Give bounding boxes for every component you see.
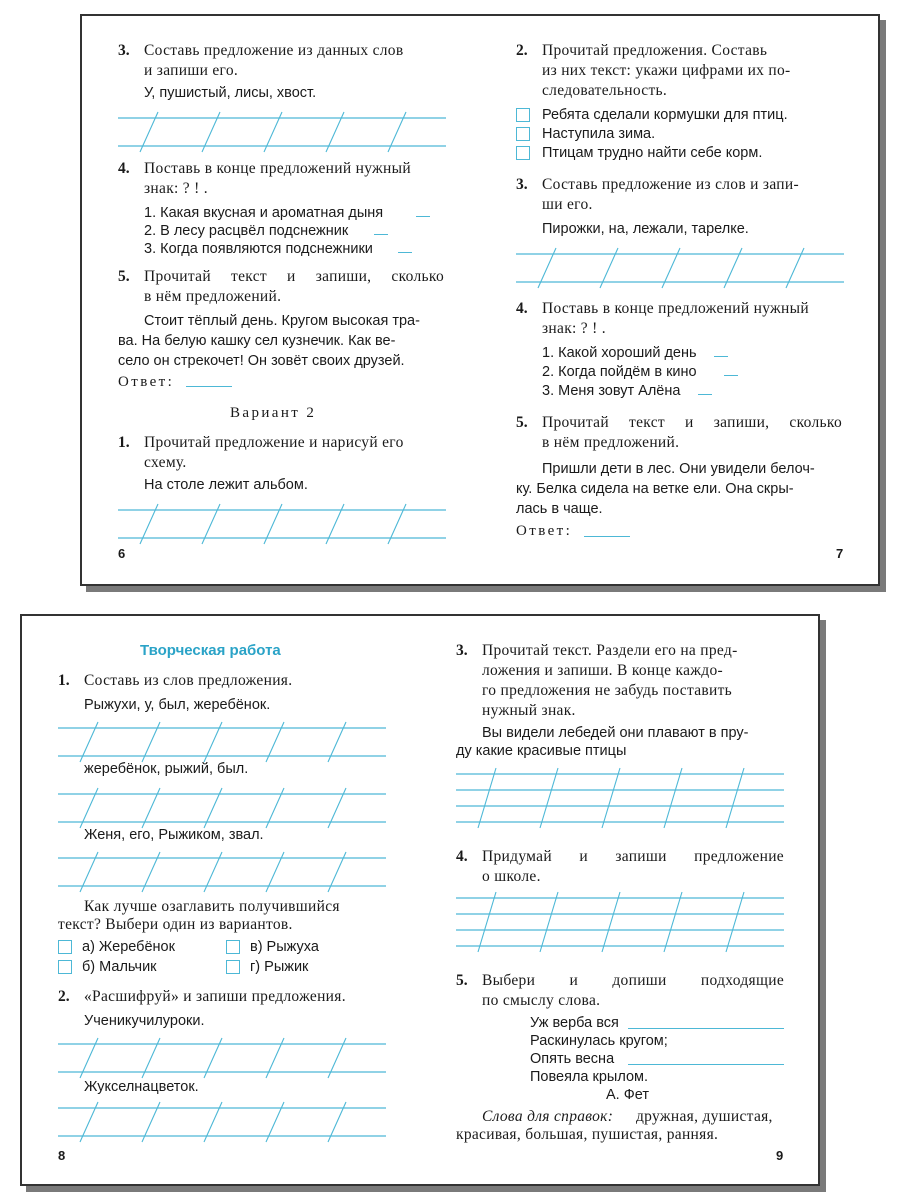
poem-line: Раскинулась кругом; bbox=[530, 1033, 668, 1049]
word-puzzle: Жукселнацветок. bbox=[84, 1079, 199, 1095]
writing-lines[interactable] bbox=[58, 722, 386, 762]
task-title: Прочитай текст и запиши, сколько bbox=[542, 414, 842, 431]
slant-line bbox=[478, 768, 496, 828]
text-line: ку. Белка сидела на ветке ели. Она скры- bbox=[516, 481, 794, 497]
text-line: лась в чаще. bbox=[516, 501, 603, 517]
task-title: Составь предложение из слов и запи- bbox=[542, 176, 799, 193]
hint-words: дружная, душистая, bbox=[636, 1108, 773, 1125]
list-item: 3. Когда появляются подснежники bbox=[144, 241, 373, 257]
writing-lines[interactable] bbox=[58, 1102, 386, 1142]
task-number: 2. bbox=[516, 42, 528, 59]
task-title: в нём предложений. bbox=[542, 434, 680, 451]
writing-lines[interactable] bbox=[118, 504, 446, 544]
list-item: 1. Какая вкусная и ароматная дыня bbox=[144, 205, 384, 221]
task-title: Прочитай текст и запиши, сколько bbox=[144, 268, 444, 285]
order-checkbox[interactable] bbox=[516, 127, 530, 141]
task-title: ложения и запиши. В конце каждо- bbox=[482, 662, 723, 679]
answer-label: Ответ: bbox=[118, 374, 175, 390]
task-title: Прочитай предложение и нарисуй его bbox=[144, 434, 404, 451]
poem-line: Опять весна bbox=[530, 1051, 615, 1067]
top-spread bbox=[80, 14, 880, 586]
slant-line bbox=[602, 892, 620, 952]
slant-line bbox=[540, 768, 558, 828]
writing-lines[interactable] bbox=[456, 892, 784, 952]
task-number: 5. bbox=[516, 414, 528, 431]
text-line: село он стрекочет! Он зовёт своих друзей. bbox=[118, 353, 405, 369]
question-line: текст? Выбери один из вариантов. bbox=[58, 916, 293, 933]
task-title: по смыслу слова. bbox=[482, 992, 601, 1009]
task-title: о школе. bbox=[482, 868, 541, 885]
option-checkbox[interactable] bbox=[226, 940, 240, 954]
list-item: Птицам трудно найти себе корм. bbox=[542, 145, 763, 161]
word-list: У, пушистый, лисы, хвост. bbox=[144, 85, 317, 101]
task-number: 4. bbox=[118, 160, 130, 177]
task-title: в нём предложений. bbox=[144, 288, 282, 305]
hint-label: Слова для справок: bbox=[482, 1108, 614, 1125]
poem-line: Уж верба вся bbox=[530, 1015, 619, 1031]
task-number: 3. bbox=[456, 642, 468, 659]
answer-blank[interactable] bbox=[628, 1028, 784, 1029]
task-title: схему. bbox=[144, 454, 187, 471]
answer-blank[interactable] bbox=[724, 375, 738, 376]
task-title: Поставь в конце предложений нужный bbox=[542, 300, 809, 317]
slant-line bbox=[664, 892, 682, 952]
page-number: 9 bbox=[776, 1148, 784, 1163]
slant-line bbox=[540, 892, 558, 952]
order-checkbox[interactable] bbox=[516, 108, 530, 122]
option-label: г) Рыжик bbox=[250, 959, 309, 975]
task-title: Составь из слов предложения. bbox=[84, 672, 293, 689]
answer-blank[interactable] bbox=[698, 394, 712, 395]
answer-blank[interactable] bbox=[714, 356, 728, 357]
word-list: Пирожки, на, лежали, тарелке. bbox=[542, 221, 749, 237]
task-title: Придумай и запиши предложение bbox=[482, 848, 784, 865]
list-item: 3. Меня зовут Алёна bbox=[542, 383, 681, 399]
slant-line bbox=[726, 892, 744, 952]
slant-line bbox=[664, 768, 682, 828]
word-list: жеребёнок, рыжий, был. bbox=[84, 761, 249, 777]
list-item: 1. Какой хороший день bbox=[542, 345, 697, 361]
task-title: знак: ? ! . bbox=[144, 180, 208, 197]
question-line: Как лучше озаглавить получившийся bbox=[84, 898, 340, 915]
bottom-spread bbox=[20, 614, 820, 1186]
task-number: 1. bbox=[118, 434, 130, 451]
text-line: ду какие красивые птицы bbox=[456, 743, 627, 759]
section-heading: Творческая работа bbox=[140, 642, 281, 659]
text-line: ва. На белую кашку сел кузнечик. Как ве- bbox=[118, 333, 396, 349]
text-line: Пришли дети в лес. Они увидели белоч- bbox=[542, 461, 815, 477]
option-checkbox[interactable] bbox=[58, 960, 72, 974]
word-list: Рыжухи, у, был, жеребёнок. bbox=[84, 697, 271, 713]
task-title: «Расшифруй» и запиши предложения. bbox=[84, 988, 346, 1005]
writing-lines[interactable] bbox=[58, 852, 386, 892]
order-checkbox[interactable] bbox=[516, 146, 530, 160]
task-title: ши его. bbox=[542, 196, 593, 213]
task-title: го предложения не забудь поставить bbox=[482, 682, 733, 699]
slant-line bbox=[726, 768, 744, 828]
slant-line bbox=[478, 892, 496, 952]
task-number: 4. bbox=[456, 848, 468, 865]
writing-lines[interactable] bbox=[516, 248, 844, 288]
task-title: следовательность. bbox=[542, 82, 668, 99]
page-number: 6 bbox=[118, 546, 126, 561]
answer-blank[interactable] bbox=[416, 216, 430, 217]
answer-blank[interactable] bbox=[398, 252, 412, 253]
hint-words: красивая, большая, пушистая, ранняя. bbox=[456, 1126, 719, 1143]
text-line: Стоит тёплый день. Кругом высокая тра- bbox=[144, 313, 420, 329]
slant-line bbox=[602, 768, 620, 828]
answer-label: Ответ: bbox=[516, 523, 573, 539]
list-item: 2. В лесу расцвёл подснежник bbox=[144, 223, 349, 239]
option-label: б) Мальчик bbox=[82, 959, 157, 975]
writing-lines[interactable] bbox=[58, 788, 386, 828]
sentence: На столе лежит альбом. bbox=[144, 477, 308, 493]
task-title: и запиши его. bbox=[144, 62, 239, 79]
list-item: 2. Когда пойдём в кино bbox=[542, 364, 697, 380]
page-number: 7 bbox=[836, 546, 844, 561]
task-title: Выбери и допиши подходящие bbox=[482, 972, 784, 989]
writing-lines[interactable] bbox=[118, 112, 446, 152]
task-number: 3. bbox=[118, 42, 130, 59]
task-number: 3. bbox=[516, 176, 528, 193]
task-title: из них текст: укажи цифрами их по- bbox=[542, 62, 791, 79]
writing-lines[interactable] bbox=[58, 1038, 386, 1078]
list-item: Наступила зима. bbox=[542, 126, 656, 142]
task-title: знак: ? ! . bbox=[542, 320, 606, 337]
text-line: Вы видели лебедей они плавают в пру- bbox=[482, 725, 749, 741]
answer-blank[interactable] bbox=[374, 234, 388, 235]
answer-blank[interactable] bbox=[628, 1064, 784, 1065]
option-label: а) Жеребёнок bbox=[82, 939, 175, 955]
task-title: нужный знак. bbox=[482, 702, 576, 719]
word-list: Женя, его, Рыжиком, звал. bbox=[84, 827, 264, 843]
task-number: 5. bbox=[118, 268, 130, 285]
task-number: 2. bbox=[58, 988, 70, 1005]
task-title: Поставь в конце предложений нужный bbox=[144, 160, 411, 177]
writing-lines[interactable] bbox=[456, 768, 784, 828]
option-checkbox[interactable] bbox=[226, 960, 240, 974]
answer-blank[interactable] bbox=[584, 536, 630, 537]
page-number: 8 bbox=[58, 1148, 66, 1163]
task-title: Составь предложение из данных слов bbox=[144, 42, 404, 59]
task-number: 4. bbox=[516, 300, 528, 317]
option-checkbox[interactable] bbox=[58, 940, 72, 954]
list-item: Ребята сделали кормушки для птиц. bbox=[542, 107, 788, 123]
poem-author: А. Фет bbox=[606, 1087, 649, 1103]
answer-blank[interactable] bbox=[186, 386, 232, 387]
option-label: в) Рыжуха bbox=[250, 939, 319, 955]
variant-title: Вариант 2 bbox=[230, 405, 317, 421]
task-number: 1. bbox=[58, 672, 70, 689]
task-title: Прочитай предложения. Составь bbox=[542, 42, 768, 59]
word-puzzle: Ученикучилуроки. bbox=[84, 1013, 205, 1029]
task-number: 5. bbox=[456, 972, 468, 989]
poem-line: Повеяла крылом. bbox=[530, 1069, 649, 1085]
task-title: Прочитай текст. Раздели его на пред- bbox=[482, 642, 738, 659]
